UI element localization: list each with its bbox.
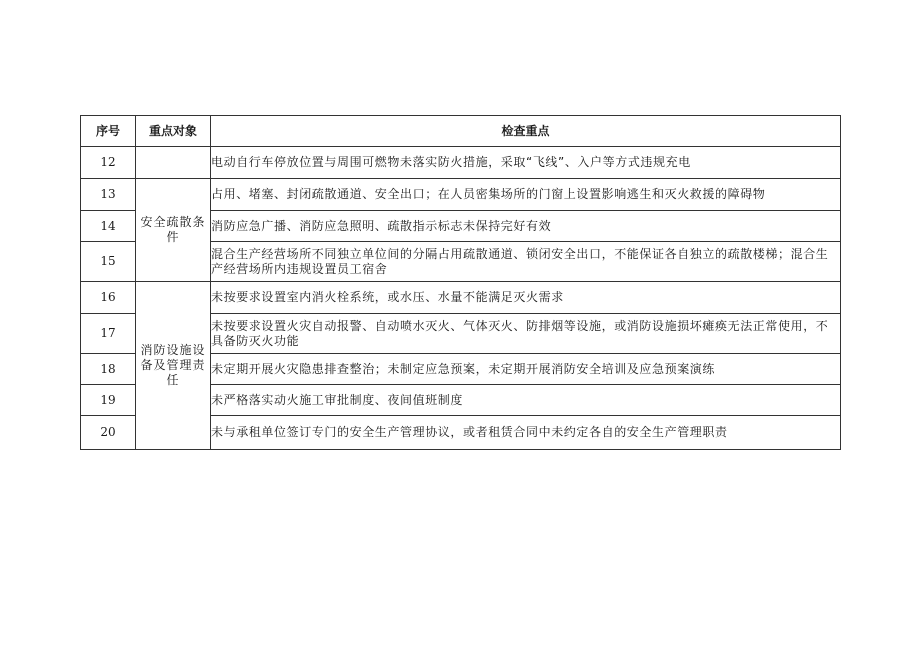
row-number: 16: [81, 282, 136, 314]
row-number: 13: [81, 179, 136, 211]
category-fire-facilities: 消防设施设备及管理责任: [136, 282, 211, 450]
row-number: 14: [81, 211, 136, 242]
table-row: [81, 282, 841, 314]
inspection-point: 未按要求设置火灾自动报警、自动喷水灭火、气体灭火、防排烟等设施，或消防设施损坏瘫痪无法正常使用，不具备防灭火功能: [211, 314, 841, 354]
fire-safety-inspection-table: [80, 115, 841, 450]
header-inspection-focus: 检查重点: [211, 116, 841, 147]
inspection-point: 未严格落实动火施工审批制度、夜间值班制度: [211, 385, 841, 416]
category-evacuation: 安全疏散条件: [136, 179, 211, 282]
row-number: 20: [81, 416, 136, 450]
inspection-point: 消防应急广播、消防应急照明、疏散指示标志未保持完好有效: [211, 211, 841, 242]
inspection-point: 未定期开展火灾隐患排查整治；未制定应急预案，未定期开展消防安全培训及应急预案演练: [211, 354, 841, 385]
inspection-point: 未与承租单位签订专门的安全生产管理协议，或者租赁合同中未约定各自的安全生产管理职责: [211, 416, 841, 450]
header-key-object: 重点对象: [136, 116, 211, 147]
row-number: 19: [81, 385, 136, 416]
inspection-point: 电动自行车停放位置与周围可燃物未落实防火措施，采取“飞线”、入户等方式违规充电: [211, 147, 841, 179]
table-row: [81, 179, 841, 211]
row-number: 12: [81, 147, 136, 179]
table-row: [81, 147, 841, 179]
inspection-point: 混合生产经营场所不同独立单位间的分隔占用疏散通道、锁闭安全出口，不能保证各自独立的疏散楼梯；混合生产经营场所内违规设置员工宿舍: [211, 242, 841, 282]
inspection-point: 占用、堵塞、封闭疏散通道、安全出口；在人员密集场所的门窗上设置影响逃生和灭火救援的障碍物: [211, 179, 841, 211]
inspection-point: 未按要求设置室内消火栓系统，或水压、水量不能满足灭火需求: [211, 282, 841, 314]
row-number: 15: [81, 242, 136, 282]
header-serial-number: 序号: [81, 116, 136, 147]
object-cell-empty: [136, 147, 211, 179]
row-number: 17: [81, 314, 136, 354]
row-number: 18: [81, 354, 136, 385]
table-header-row: [81, 116, 841, 147]
